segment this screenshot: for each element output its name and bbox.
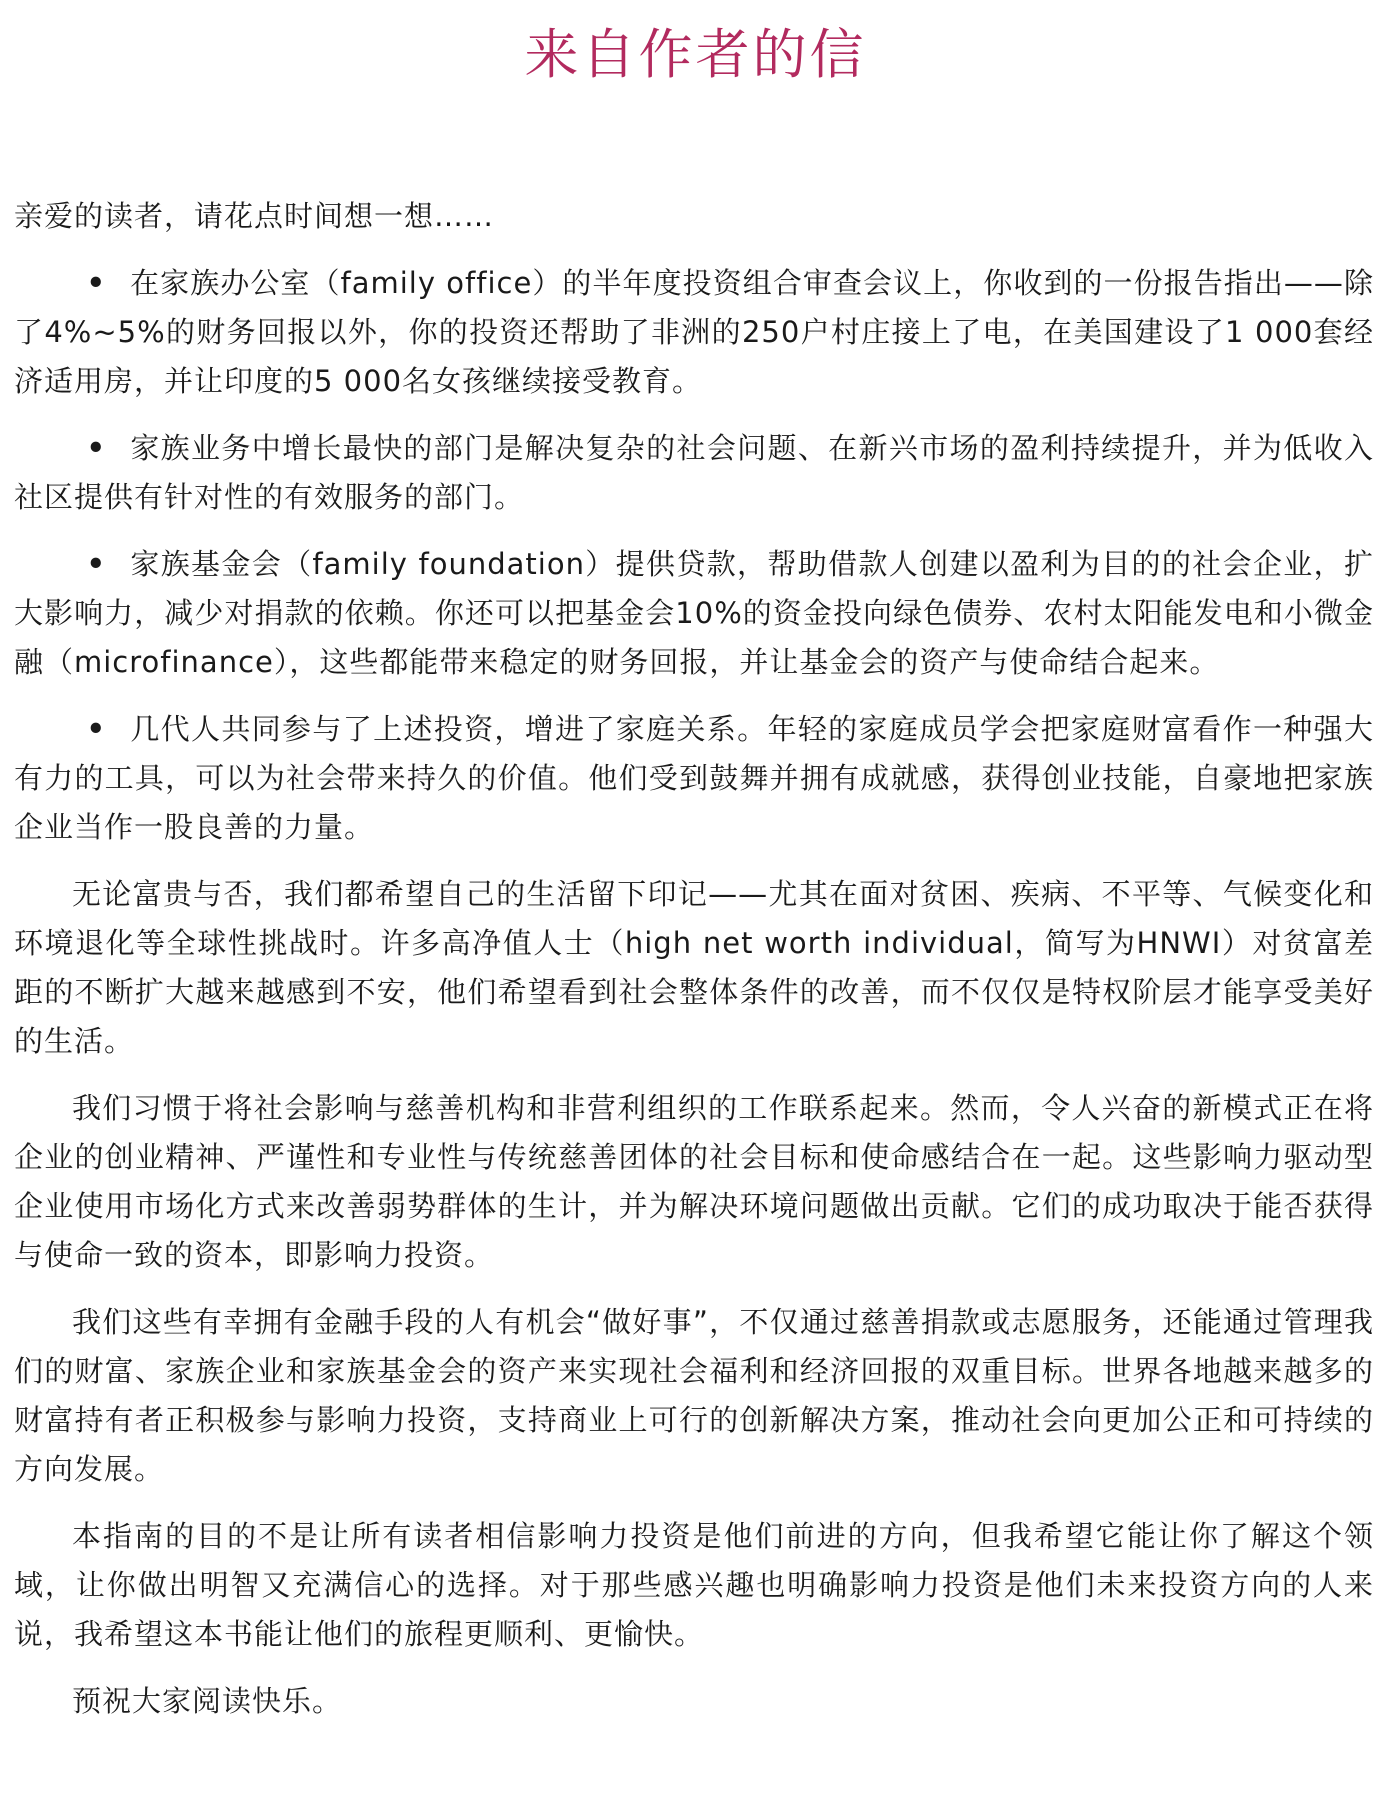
bullet-item: [14, 424, 1374, 522]
bullet-text: 家族基金会（family foundation）提供贷款，帮助借款人创建以盈利为目的的社会企业，扩大影响力，减少对捐款的依赖。你还可以把基金会10%的资金投向绿色债券、农村太阳能发电和小微金融（microfinance），这些都能带来稳定的财务回报，并让基金会的资产与使命结合起来。: [14, 547, 1374, 679]
page-title: 来自作者的信: [524, 23, 867, 86]
salutation: 亲爱的读者，请花点时间想一想……: [14, 199, 495, 233]
bullet-icon: •: [86, 547, 107, 581]
bullet-icon: •: [86, 266, 107, 300]
bullet-item: [14, 540, 1374, 687]
body-paragraph: 我们习惯于将社会影响与慈善机构和非营利组织的工作联系起来。然而，令人兴奋的新模式正在将企业的创业精神、严谨性和专业性与传统慈善团体的社会目标和使命感结合在一起。这些影响力驱动型企业使用市场化方式来改善弱势群体的生计，并为解决环境问题做出贡献。它们的成功取决于能否获得与使命一致的资本，即影响力投资。: [14, 1091, 1374, 1272]
bullet-text: 家族业务中增长最快的部门是解决复杂的社会问题、在新兴市场的盈利持续提升，并为低收入社区提供有针对性的有效服务的部门。: [14, 431, 1374, 514]
body-paragraph: 无论富贵与否，我们都希望自己的生活留下印记——尤其在面对贫困、疾病、不平等、气候变化和环境退化等全球性挑战时。许多高净值人士（high net worth individual，简写为HNWI）对贫富差距的不断扩大越来越感到不安，他们希望看到社会整体条件的改善，而不仅仅是特权阶层才能享受美好的生活。: [14, 877, 1374, 1058]
bullet-text: 几代人共同参与了上述投资，增进了家庭关系。年轻的家庭成员学会把家庭财富看作一种强大有力的工具，可以为社会带来持久的价值。他们受到鼓舞并拥有成就感，获得创业技能，自豪地把家族企业当作一股良善的力量。: [14, 712, 1374, 844]
bullet-icon: •: [86, 712, 107, 746]
bullet-icon: •: [86, 431, 107, 465]
body-paragraph: 我们这些有幸拥有金融手段的人有机会“做好事”，不仅通过慈善捐款或志愿服务，还能通过管理我们的财富、家族企业和家族基金会的资产来实现社会福利和经济回报的双重目标。世界各地越来越多的财富持有者正积极参与影响力投资，支持商业上可行的创新解决方案，推动社会向更加公正和可持续的方向发展。: [14, 1305, 1374, 1486]
bullet-item: [14, 259, 1374, 406]
letter-body: [14, 192, 1374, 1744]
bullet-text: 在家族办公室（family office）的半年度投资组合审查会议上，你收到的一份报告指出——除了4%~5%的财务回报以外，你的投资还帮助了非洲的250户村庄接上了电，在美国建设了1 000套经济适用房，并让印度的5 000名女孩继续接受教育。: [14, 266, 1374, 398]
closing-line: 预祝大家阅读快乐。: [72, 1684, 343, 1718]
body-paragraph: 本指南的目的不是让所有读者相信影响力投资是他们前进的方向，但我希望它能让你了解这个领域，让你做出明智又充满信心的选择。对于那些感兴趣也明确影响力投资是他们未来投资方向的人来说，我希望这本书能让他们的旅程更顺利、更愉快。: [14, 1519, 1374, 1651]
bullet-item: [14, 705, 1374, 852]
